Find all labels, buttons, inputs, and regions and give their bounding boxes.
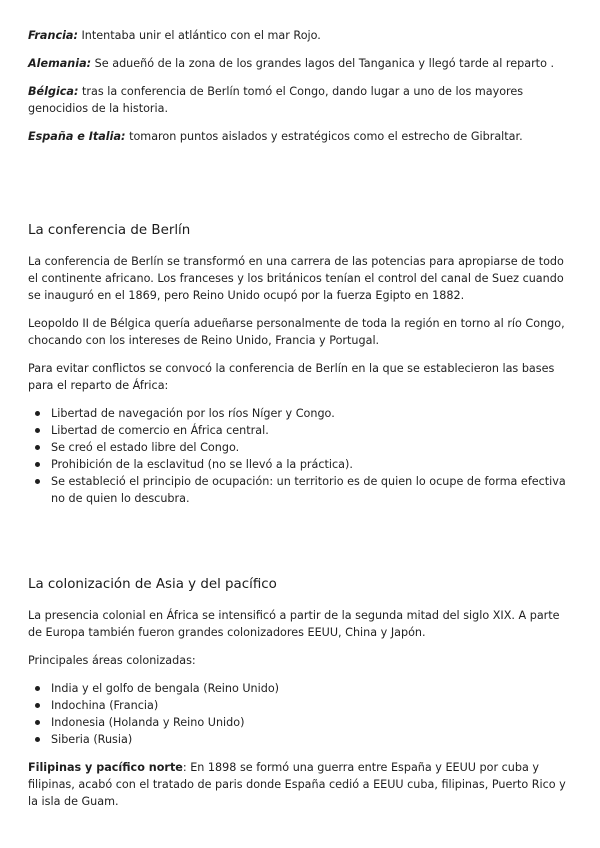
paragraph-belgica [28, 83, 576, 117]
spacer [28, 156, 576, 222]
heading-asia: La colonización de Asia y del pacífico [28, 577, 277, 592]
document-page [28, 27, 576, 821]
label-belgica: Bélgica: [28, 85, 79, 98]
list-item: Libertad de navegación por los ríos Níger y Congo. [28, 405, 576, 422]
list-item: Se estableció el principio de ocupación: un territorio es de quien lo ocupe de forma efectiva no de quien lo descubra. [28, 473, 576, 507]
paragraph-francia [28, 27, 576, 44]
list-item: India y el golfo de bengala (Reino Unido) [28, 680, 576, 697]
label-filipinas: Filipinas y pacífico norte [28, 761, 183, 774]
asia-paragraph-1: La presencia colonial en África se intensificó a partir de la segunda mitad del siglo XIX. A parte de Europa también fueron grandes colonizadores EEUU, China y Japón. [28, 609, 560, 639]
text-alemania: Se adueñó de la zona de los grandes lagos del Tanganica y llegó tarde al reparto . [91, 57, 555, 70]
berlin-paragraph-1: La conferencia de Berlín se transformó en una carrera de las potencias para apropiarse de todo el continente africano. Los franceses y los británicos tenían el control del canal de Suez cuando se inauguró en el 1869, pero Reino Unido ocupó por la fuerza Egipto en 1882. [28, 255, 564, 302]
spacer [28, 518, 576, 576]
list-item: Siberia (Rusia) [28, 731, 576, 748]
list-item: Libertad de comercio en África central. [28, 422, 576, 439]
asia-bullet-list [28, 680, 576, 748]
berlin-paragraph-3: Para evitar conflictos se convocó la conferencia de Berlín en la que se establecieron las bases para el reparto de África: [28, 362, 555, 392]
paragraph-alemania [28, 55, 576, 72]
paragraph-espana-italia [28, 128, 576, 145]
heading-berlin: La conferencia de Berlín [28, 223, 191, 238]
label-francia: Francia: [28, 29, 78, 42]
text-francia: Intentaba unir el atlántico con el mar Rojo. [77, 29, 321, 42]
paragraph-filipinas [28, 759, 576, 810]
text-filipinas: : En 1898 se formó una guerra entre España y EEUU por cuba y filipinas, acabó con el tratado de paris donde España cedió a EEUU cuba, filipinas, Puerto Rico y la isla de Guam. [28, 761, 566, 808]
berlin-paragraph-2: Leopoldo II de Bélgica quería adueñarse personalmente de toda la región en torno al río Congo, chocando con los intereses de Reino Unido, Francia y Portugal. [28, 317, 565, 347]
berlin-bullet-list [28, 405, 576, 507]
list-item: Prohibición de la esclavitud (no se llevó a la práctica). [28, 456, 576, 473]
text-belgica: tras la conferencia de Berlín tomó el Congo, dando lugar a uno de los mayores genocidios de la historia. [28, 85, 524, 115]
list-item: Indochina (Francia) [28, 697, 576, 714]
text-espana-italia: tomaron puntos aislados y estratégicos como el estrecho de Gibraltar. [125, 130, 523, 143]
label-alemania: Alemania: [28, 57, 92, 70]
label-espana-italia: España e Italia: [28, 130, 126, 143]
list-item: Indonesia (Holanda y Reino Unido) [28, 714, 576, 731]
list-item: Se creó el estado libre del Congo. [28, 439, 576, 456]
asia-paragraph-2: Principales áreas colonizadas: [28, 654, 196, 667]
